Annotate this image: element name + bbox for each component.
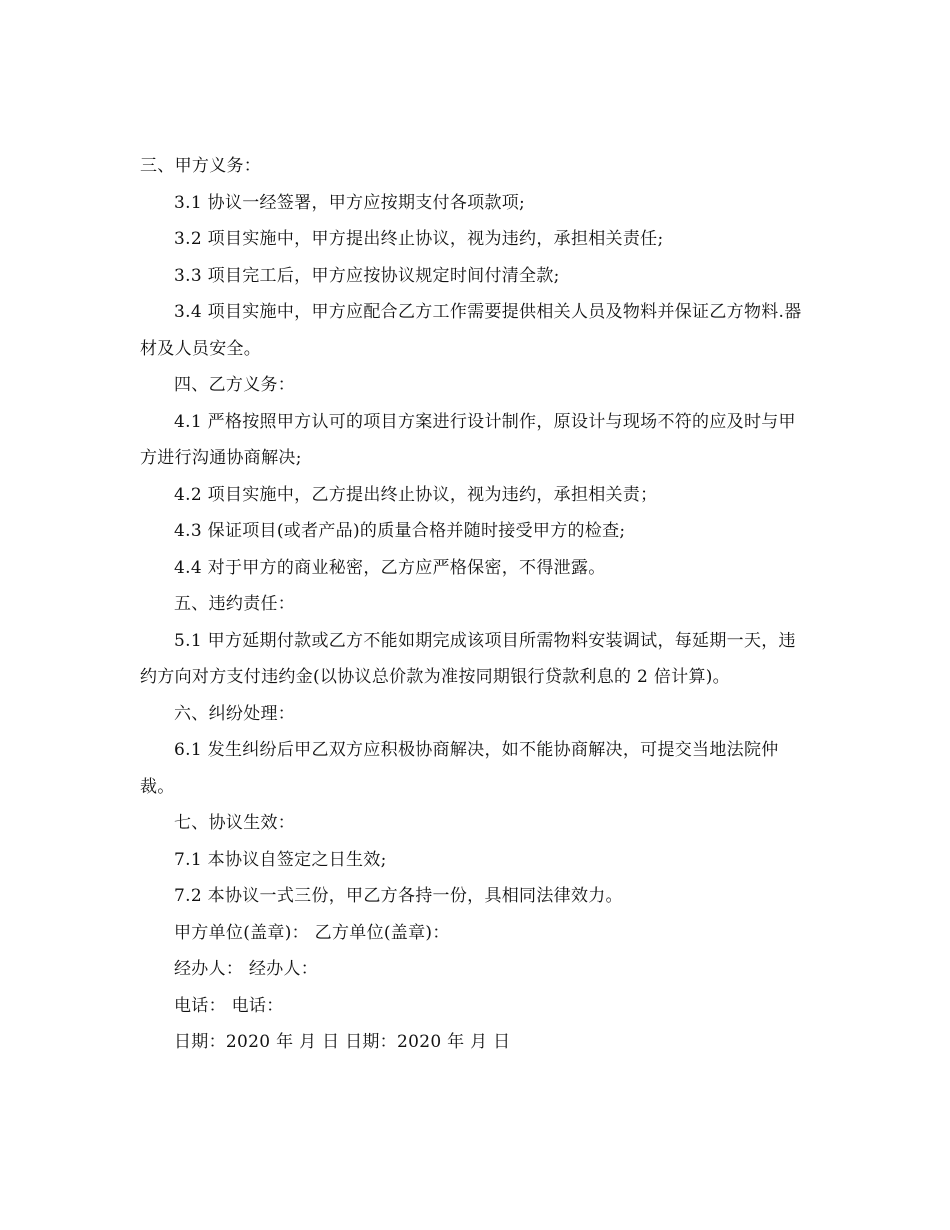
signature-phones: 电话： 电话：	[174, 995, 284, 1016]
clause-7-1: 7.1 本协议自签定之日生效;	[174, 849, 387, 870]
signature-units: 甲方单位(盖章)： 乙方单位(盖章)：	[174, 922, 450, 943]
clause-3-4: 3.4 项目实施中，甲方应配合乙方工作需要提供相关人员及物料并保证乙方物料.器材及人员安全。	[140, 302, 802, 359]
clause-4-3: 4.3 保证项目(或者产品)的质量合格并随时接受甲方的检查;	[174, 521, 626, 541]
section-heading-party-a-obligations: 三、甲方义务：	[140, 156, 262, 176]
section-heading-party-b-obligations: 四、乙方义务：	[174, 375, 296, 395]
section-heading-breach-liability: 五、违约责任：	[174, 594, 296, 614]
clause-3-2: 3.2 项目实施中，甲方提出终止协议，视为违约，承担相关责任;	[174, 229, 664, 249]
clause-4-4: 4.4 对于甲方的商业秘密，乙方应严格保密，不得泄露。	[174, 557, 606, 578]
clause-4-1: 4.1 严格按照甲方认可的项目方案进行设计制作，原设计与现场不符的应及时与甲方进行沟通协商解决;	[140, 411, 796, 468]
clause-4-2: 4.2 项目实施中，乙方提出终止协议，视为违约，承担相关责；	[174, 484, 658, 505]
clause-3-1: 3.1 协议一经签署，甲方应按期支付各项款项;	[174, 192, 526, 213]
clause-7-2: 7.2 本协议一式三份，甲乙方各持一份，具相同法律效力。	[174, 886, 623, 906]
section-heading-dispute-resolution: 六、纠纷处理：	[174, 703, 296, 724]
document-body	[140, 148, 812, 1061]
signature-dates: 日期：2020 年 月 日 日期：2020 年 月 日	[174, 1032, 511, 1052]
signature-handlers: 经办人： 经办人：	[174, 959, 319, 979]
clause-5-1: 5.1 甲方延期付款或乙方不能如期完成该项目所需物料安装调试，每延期一天，违约方向对方支付违约金(以协议总价款为准按同期银行贷款利息的 2 倍计算)。	[140, 630, 796, 687]
section-heading-agreement-effect: 七、协议生效：	[174, 813, 296, 833]
clause-3-3: 3.3 项目完工后，甲方应按协议规定时间付清全款;	[174, 265, 560, 286]
clause-6-1: 6.1 发生纠纷后甲乙双方应积极协商解决，如不能协商解决，可提交当地法院仲裁。	[140, 740, 779, 797]
